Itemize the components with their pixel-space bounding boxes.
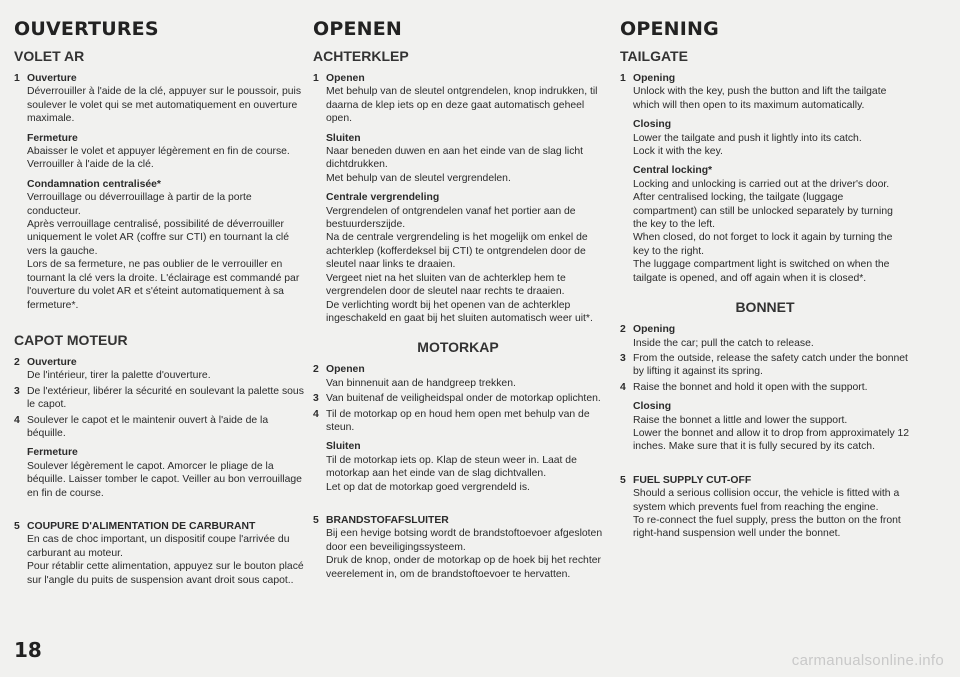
item-number: 3	[14, 385, 20, 397]
central-locking-text-3: Lors de sa fermeture, ne pas oublier de le verrouiller en tournant la clé vers la droite. L'éclairage est commandé par l'ouverture du volet AR et s'éteint automatiquement à sa fermeture*.	[27, 259, 300, 311]
item-text-1: Should a serious collision occur, the vehicle is fitted with a system which prevents fuel from reaching the engine.	[633, 488, 900, 513]
item-number: 5	[620, 474, 626, 486]
bonnet-closing-text-1: Til de motorkap iets op. Klap de steun weer in. Laat de motorkap aan het einde van de slag dichtvallen.	[326, 454, 577, 480]
item-number: 2	[313, 364, 319, 376]
central-locking-block	[313, 191, 603, 325]
closing-block	[620, 118, 910, 158]
closing-title: Fermeture	[27, 132, 78, 144]
central-locking-text-1: Verrouillage ou déverrouillage à partir de la porte conducteur.	[27, 192, 252, 217]
central-locking-title: Centrale vergrendeling	[326, 192, 440, 204]
subsection-title-tailgate: TAILGATE	[620, 48, 688, 64]
bonnet-closing-title: Closing	[633, 401, 672, 413]
item-number: 2	[620, 324, 626, 336]
watermark: carmanualsonline.info	[791, 652, 944, 669]
instruction-item-1	[14, 72, 304, 126]
bonnet-closing-text-2: Let op dat de motorkap goed vergrendeld is.	[326, 481, 530, 493]
item-number: 1	[620, 73, 626, 84]
subsection-title-bonnet: BONNET	[735, 299, 795, 316]
item-number: 5	[313, 514, 319, 526]
section-title-opening: OPENING	[620, 18, 719, 40]
central-locking-text-2: After centralised locking, the tailgate (luggage compartment) can still be unlocked separately by turning the key to the left.	[633, 192, 893, 231]
central-locking-text-3: Vergeet niet na het sluiten van de achterklep hem te vergrendelen door de sleutel naar rechts te draaien.	[326, 272, 566, 298]
section-title-openen: OPENEN	[313, 18, 403, 40]
instruction-item-5	[14, 520, 304, 587]
subsection-title-capot-moteur: CAPOT MOTEUR	[14, 331, 128, 348]
item-text: Til de motorkap op en houd hem open met behulp van de steun.	[326, 408, 590, 433]
item-number: 4	[14, 414, 20, 426]
item-number: 5	[14, 520, 20, 532]
closing-text-2: Met behulp van de sleutel vergrendelen.	[326, 172, 511, 184]
closing-text: Abaisser le volet et appuyer légèrement en fin de course. Verrouiller à l'aide de la clé.	[27, 146, 290, 171]
closing-block	[313, 132, 603, 186]
item-title: Opening	[633, 73, 676, 84]
central-locking-text-4: De verlichting wordt bij het openen van de achterklep ingeschakeld en gaat bij het sluiten automatisch weer uit*.	[326, 299, 593, 324]
column-dutch	[313, 14, 603, 583]
item-title: COUPURE D'ALIMENTATION DE CARBURANT	[27, 520, 256, 532]
instruction-item-3	[620, 352, 910, 379]
central-locking-block	[14, 178, 304, 312]
central-locking-title: Central locking*	[633, 165, 713, 177]
instruction-item-3	[313, 392, 603, 405]
closing-title: Closing	[633, 119, 672, 131]
central-locking-text-4: The luggage compartment light is switched on when the tailgate is opened, and off again when it is closed*.	[633, 259, 890, 284]
instruction-item-2	[620, 323, 910, 350]
item-text: Met behulp van de sleutel ontgrendelen, knop indrukken, til daarna de klep iets op en deze gaat automatisch geheel open.	[326, 86, 598, 125]
column-french	[14, 14, 304, 589]
column-english	[620, 14, 910, 543]
instruction-item-5	[313, 514, 603, 581]
item-number: 4	[313, 408, 319, 420]
bonnet-closing-text: Soulever légèrement le capot. Amorcer le pliage de la béquille. Laisser tomber le capot. Veiller au bon verrouillage en fin de course.	[27, 460, 302, 499]
central-locking-text-3: When closed, do not forget to lock it again by turning the key to the right.	[633, 232, 893, 257]
instruction-item-4	[620, 381, 910, 394]
closing-block	[14, 132, 304, 172]
item-text: De l'extérieur, libérer la sécurité en soulevant la palette sous le capot.	[27, 385, 304, 411]
item-text: Inside the car; pull the catch to release.	[633, 337, 814, 349]
item-text: De l'intérieur, tirer la palette d'ouverture.	[27, 370, 211, 382]
instruction-item-2	[14, 356, 304, 383]
bonnet-closing-title: Fermeture	[27, 447, 78, 459]
page-number: 18	[14, 638, 42, 662]
item-title: Ouverture	[27, 356, 77, 368]
instruction-item-1	[313, 72, 603, 126]
item-text-2: To re-connect the fuel supply, press the button on the front right-hand suspension well under the bonnet.	[633, 514, 901, 540]
central-locking-text-1: Locking and unlocking is carried out at the driver's door.	[633, 178, 890, 190]
item-title: Openen	[326, 364, 365, 376]
closing-text-1: Lower the tailgate and push it lightly into its catch.	[633, 132, 862, 144]
subsection-title-achterklep: ACHTERKLEP	[313, 48, 409, 64]
item-text: Déverrouiller à l'aide de la clé, appuyer sur le poussoir, puis soulever le volet qui se met automatiquement en ouverture maximale.	[27, 86, 302, 125]
instruction-item-5	[620, 474, 910, 541]
item-text-1: En cas de choc important, un dispositif coupe l'arrivée du carburant au moteur.	[27, 534, 290, 559]
item-number: 2	[14, 356, 20, 368]
item-text-2: Pour rétablir cette alimentation, appuyez sur le bouton placé sur l'angle du puits de suspension avant droit sous capot..	[27, 561, 304, 586]
subsection-title-volet-ar: VOLET AR	[14, 48, 85, 64]
subsection-title-motorkap: MOTORKAP	[417, 339, 499, 356]
item-text-1: Bij een hevige botsing wordt de brandstoftoevoer afgesloten door een beveiligingssysteem.	[326, 528, 603, 553]
central-locking-block	[620, 164, 910, 285]
instruction-item-1	[620, 72, 910, 112]
central-locking-title: Condamnation centralisée*	[27, 178, 161, 190]
bonnet-closing-block	[313, 440, 603, 494]
closing-text-1: Naar beneden duwen en aan het einde van de slag licht dichtdrukken.	[326, 146, 584, 171]
item-number: 1	[14, 73, 20, 84]
item-number: 3	[313, 393, 319, 405]
item-text: Van buitenaf de veiligheidspal onder de motorkap oplichten.	[326, 393, 601, 405]
bonnet-closing-text-1: Raise the bonnet a little and lower the support.	[633, 414, 848, 426]
central-locking-text-2: Après verrouillage centralisé, possibilité de déverrouiller uniquement le volet AR (coffre sur CTI) en tournant la clé vers la gauche.	[27, 219, 290, 257]
bonnet-closing-text-2: Lower the bonnet and allow it to drop from approximately 12 inches. Make sure that it is fully secured by its catch.	[633, 427, 910, 453]
item-text: Van binnenuit aan de handgreep trekken.	[326, 377, 516, 389]
instruction-item-4	[14, 414, 304, 441]
central-locking-text-1: Vergrendelen of ontgrendelen vanaf het portier aan de bestuurderszijde.	[326, 205, 576, 231]
item-text: Raise the bonnet and hold it open with the support.	[633, 381, 868, 393]
item-title: Openen	[326, 73, 365, 84]
item-title: FUEL SUPPLY CUT-OFF	[633, 474, 752, 486]
instruction-item-4	[313, 408, 603, 435]
item-number: 4	[620, 381, 626, 393]
item-number: 3	[620, 352, 626, 364]
item-number: 1	[313, 73, 319, 84]
instruction-item-3	[14, 385, 304, 412]
bonnet-closing-block	[14, 446, 304, 500]
item-text-2: Druk de knop, onder de motorkap op de hoek bij het rechter veerelement in, om de brandstoftoevoer te hervatten.	[326, 555, 601, 580]
closing-title: Sluiten	[326, 132, 361, 144]
item-title: Ouverture	[27, 73, 77, 84]
section-title-ouvertures: OUVERTURES	[14, 18, 159, 40]
bonnet-closing-title: Sluiten	[326, 441, 361, 453]
item-text: Soulever le capot et le maintenir ouvert à l'aide de la béquille.	[27, 414, 269, 439]
central-locking-text-2: Na de centrale vergrendeling is het mogelijk om enkel de achterklep (kofferdeksel bij CTI) te ontgrendelen door de sleutel naar links te draaien.	[326, 232, 588, 271]
closing-text-2: Lock it with the key.	[633, 146, 723, 158]
item-title: BRANDSTOFAFSLUITER	[326, 514, 449, 526]
item-text: From the outside, release the safety catch under the bonnet by lifting it against its spring.	[633, 352, 908, 378]
instruction-item-2	[313, 363, 603, 390]
item-text: Unlock with the key, push the button and lift the tailgate which will then open to its maximum automatically.	[633, 86, 887, 111]
bonnet-closing-block	[620, 400, 910, 454]
item-title: Opening	[633, 324, 676, 336]
